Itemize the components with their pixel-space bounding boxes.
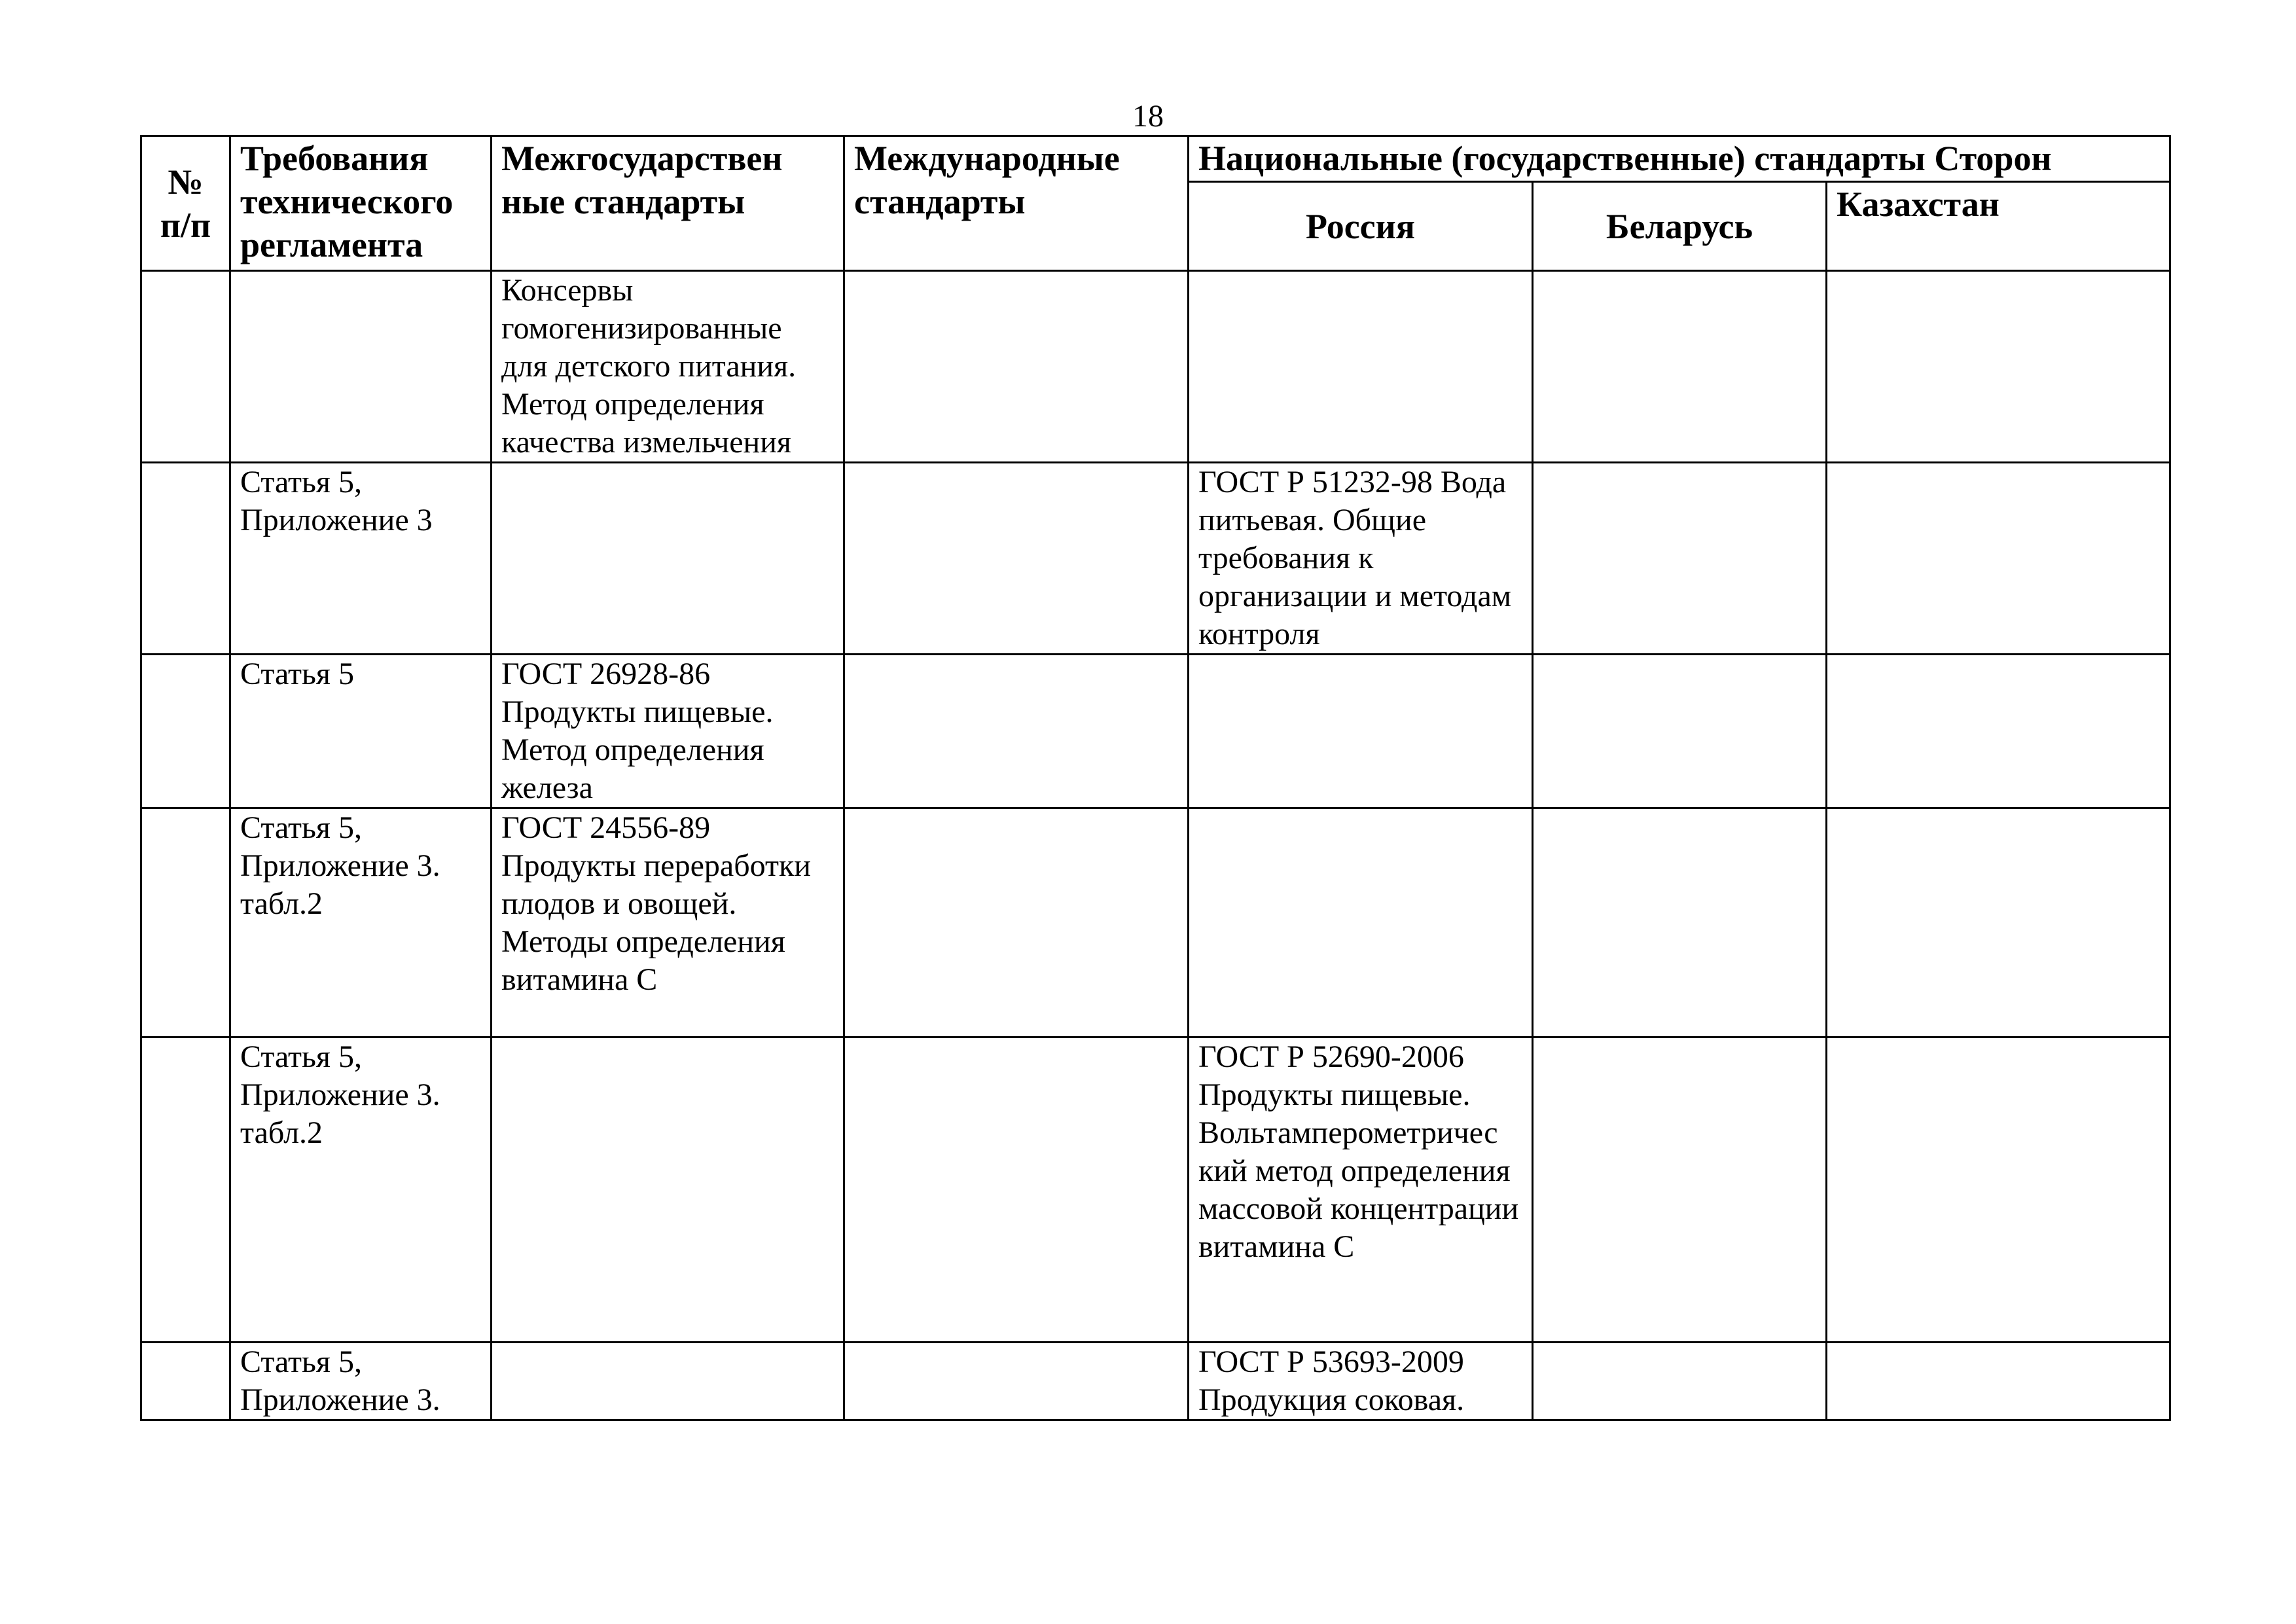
cell-kazakhstan xyxy=(1827,463,2170,655)
header-requirements: Требования технического регламента xyxy=(230,136,492,271)
cell-num xyxy=(141,655,230,808)
cell-belarus xyxy=(1533,655,1827,808)
table-row xyxy=(141,1343,2170,1420)
cell-international xyxy=(844,463,1189,655)
cell-belarus xyxy=(1533,1038,1827,1343)
header-kazakhstan: Казахстан xyxy=(1827,182,2170,271)
cell-belarus xyxy=(1533,1343,1827,1420)
header-interstate: Межгосударствен ные стандарты xyxy=(492,136,844,271)
cell-kazakhstan xyxy=(1827,808,2170,1038)
standards-table xyxy=(140,135,2171,1421)
cell-interstate: Консервы гомогенизированные для детского питания. Метод определения качества измельчения xyxy=(492,271,844,463)
cell-num xyxy=(141,271,230,463)
cell-requirements xyxy=(230,271,492,463)
cell-belarus xyxy=(1533,271,1827,463)
header-international: Международные стандарты xyxy=(844,136,1189,271)
cell-international xyxy=(844,655,1189,808)
cell-belarus xyxy=(1533,463,1827,655)
cell-belarus xyxy=(1533,808,1827,1038)
header-russia: Россия xyxy=(1189,182,1533,271)
cell-num xyxy=(141,1343,230,1420)
cell-kazakhstan xyxy=(1827,271,2170,463)
cell-russia xyxy=(1189,655,1533,808)
cell-interstate: ГОСТ 24556-89 Продукты переработки плодов и овощей. Методы определения витамина С xyxy=(492,808,844,1038)
cell-requirements: Статья 5 xyxy=(230,655,492,808)
cell-interstate xyxy=(492,1343,844,1420)
cell-russia: ГОСТ Р 52690-2006 Продукты пищевые. Вольтамперометричес кий метод определения массовой концентрации витамина С xyxy=(1189,1038,1533,1343)
cell-international xyxy=(844,1038,1189,1343)
header-national: Национальные (государственные) стандарты Сторон xyxy=(1189,136,2170,182)
header-num: № п/п xyxy=(141,136,230,271)
cell-num xyxy=(141,1038,230,1343)
cell-interstate xyxy=(492,1038,844,1343)
cell-international xyxy=(844,808,1189,1038)
cell-russia: ГОСТ Р 51232-98 Вода питьевая. Общие требования к организации и методам контроля xyxy=(1189,463,1533,655)
cell-requirements: Статья 5, Приложение 3. xyxy=(230,1343,492,1420)
cell-kazakhstan xyxy=(1827,1038,2170,1343)
cell-international xyxy=(844,271,1189,463)
cell-num xyxy=(141,808,230,1038)
cell-russia: ГОСТ Р 53693-2009 Продукция соковая. xyxy=(1189,1343,1533,1420)
cell-num xyxy=(141,463,230,655)
cell-interstate: ГОСТ 26928-86 Продукты пищевые. Метод определения железа xyxy=(492,655,844,808)
cell-international xyxy=(844,1343,1189,1420)
cell-kazakhstan xyxy=(1827,655,2170,808)
cell-kazakhstan xyxy=(1827,1343,2170,1420)
header-row-1 xyxy=(141,136,2170,182)
table-row xyxy=(141,655,2170,808)
header-belarus: Беларусь xyxy=(1533,182,1827,271)
cell-russia xyxy=(1189,271,1533,463)
cell-interstate xyxy=(492,463,844,655)
table-row xyxy=(141,808,2170,1038)
cell-requirements: Статья 5, Приложение 3. табл.2 xyxy=(230,808,492,1038)
table-row xyxy=(141,463,2170,655)
cell-requirements: Статья 5, Приложение 3 xyxy=(230,463,492,655)
cell-russia xyxy=(1189,808,1533,1038)
table-row xyxy=(141,1038,2170,1343)
cell-requirements: Статья 5, Приложение 3. табл.2 xyxy=(230,1038,492,1343)
table-row xyxy=(141,271,2170,463)
page-number: 18 xyxy=(1132,99,1164,134)
